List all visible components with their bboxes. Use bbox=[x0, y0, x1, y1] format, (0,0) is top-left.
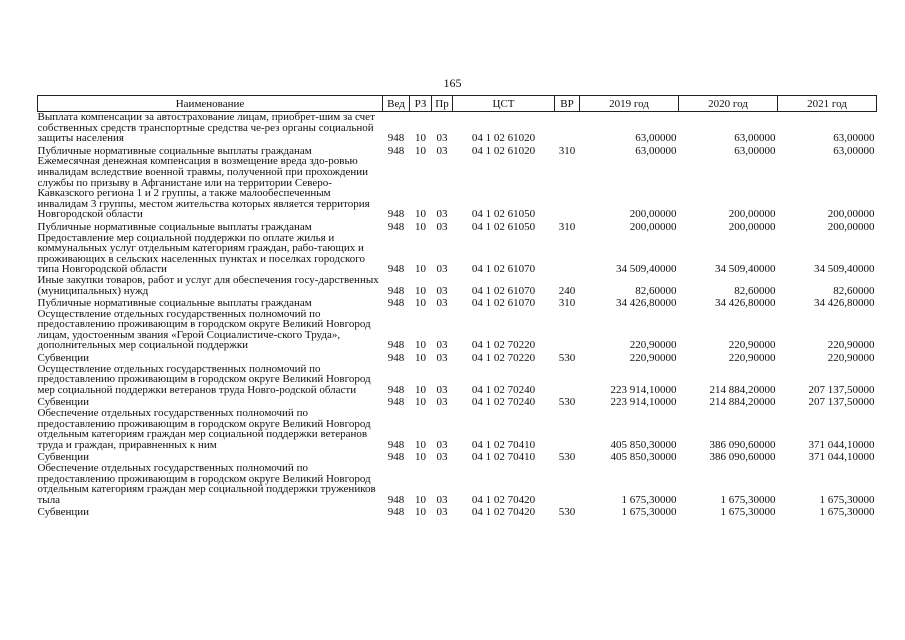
row-amount-2020: 214 884,20000 bbox=[709, 396, 776, 409]
row-name: Публичные нормативные социальные выплаты гражданам bbox=[37, 297, 312, 310]
row-amount-2019: 223 914,10000 bbox=[610, 396, 677, 409]
row-ved: 948 bbox=[387, 451, 405, 464]
row-name: Публичные нормативные социальные выплаты гражданам bbox=[37, 220, 312, 233]
row-rz: 10 bbox=[415, 493, 426, 506]
header-vr: ВР bbox=[555, 96, 580, 112]
table-row bbox=[38, 296, 877, 309]
row-rz: 10 bbox=[415, 451, 426, 464]
row-cst: 04 1 02 61070 bbox=[471, 263, 536, 276]
row-amount-2020: 200,00000 bbox=[728, 208, 776, 221]
row-amount-2020: 82,60000 bbox=[734, 284, 776, 297]
row-amount-2021: 82,60000 bbox=[833, 284, 875, 297]
row-amount-2019: 63,00000 bbox=[635, 144, 677, 157]
row-pr: 03 bbox=[436, 493, 448, 506]
row-pr: 03 bbox=[436, 339, 448, 352]
row-vr bbox=[555, 156, 580, 220]
row-cst: 04 1 02 61070 bbox=[471, 284, 536, 297]
header-2019: 2019 год bbox=[580, 96, 679, 112]
row-name: Осуществление отдельных государственных полномочий по предоставлению проживающим в городском округе Великий Новгород мер социальной поддержки ветеранов труда Новго-родской области bbox=[37, 362, 371, 396]
row-pr: 03 bbox=[436, 506, 448, 519]
row-name: Иные закупки товаров, работ и услуг для обеспечения госу-дарственных (муниципальных) нужд bbox=[37, 273, 379, 297]
row-vr bbox=[555, 463, 580, 505]
table-row bbox=[38, 275, 877, 296]
table-row bbox=[38, 505, 877, 518]
row-amount-2020: 386 090,60000 bbox=[709, 438, 776, 451]
row-rz: 10 bbox=[415, 263, 426, 276]
row-rz: 10 bbox=[415, 144, 426, 157]
row-cst: 04 1 02 61020 bbox=[471, 132, 536, 145]
row-vr: 310 bbox=[558, 220, 576, 233]
row-vr bbox=[555, 112, 580, 144]
header-ved: Вед bbox=[383, 96, 410, 112]
row-pr: 03 bbox=[436, 263, 448, 276]
row-amount-2020: 386 090,60000 bbox=[709, 451, 776, 464]
row-cst: 04 1 02 70410 bbox=[471, 438, 536, 451]
row-pr: 03 bbox=[436, 144, 448, 157]
row-amount-2019: 220,90000 bbox=[629, 352, 677, 365]
row-rz: 10 bbox=[415, 284, 426, 297]
row-cst: 04 1 02 70240 bbox=[471, 383, 536, 396]
row-name: Субвенции bbox=[37, 451, 90, 464]
row-vr bbox=[555, 364, 580, 396]
row-ved: 948 bbox=[387, 396, 405, 409]
row-amount-2021: 63,00000 bbox=[833, 132, 875, 145]
row-amount-2021: 200,00000 bbox=[827, 220, 875, 233]
row-vr: 530 bbox=[558, 506, 576, 519]
row-amount-2020: 63,00000 bbox=[734, 132, 776, 145]
table-row bbox=[38, 364, 877, 396]
row-ved: 948 bbox=[387, 132, 405, 145]
row-amount-2019: 405 850,30000 bbox=[610, 451, 677, 464]
row-ved: 948 bbox=[387, 383, 405, 396]
row-cst: 04 1 02 70220 bbox=[471, 339, 536, 352]
row-amount-2021: 220,90000 bbox=[827, 352, 875, 365]
header-pr: Пр bbox=[432, 96, 453, 112]
row-amount-2021: 371 044,10000 bbox=[808, 438, 875, 451]
row-vr: 240 bbox=[558, 284, 576, 297]
row-ved: 948 bbox=[387, 297, 405, 310]
header-row bbox=[38, 96, 877, 112]
table-row bbox=[38, 156, 877, 220]
row-pr: 03 bbox=[436, 297, 448, 310]
row-vr: 530 bbox=[558, 396, 576, 409]
row-ved: 948 bbox=[387, 263, 405, 276]
row-name: Субвенции bbox=[37, 396, 90, 409]
row-amount-2021: 207 137,50000 bbox=[808, 396, 875, 409]
table-row bbox=[38, 309, 877, 351]
row-pr: 03 bbox=[436, 451, 448, 464]
row-name: Предоставление мер социальной поддержки по оплате жилья и коммунальных услуг отдельным категориям граждан, рабо-тающих и проживающих в сельских населенных пунктах и поселках городского типа Новгородской области bbox=[37, 231, 365, 276]
table-header bbox=[38, 96, 877, 112]
row-cst: 04 1 02 70240 bbox=[471, 396, 536, 409]
row-pr: 03 bbox=[436, 383, 448, 396]
row-name: Выплата компенсации за автострахование лицам, приобрет-шим за счет собственных средств транспортные средства че-рез органы социальной защиты населения bbox=[37, 111, 375, 145]
row-cst: 04 1 02 61050 bbox=[471, 208, 536, 221]
row-rz: 10 bbox=[415, 208, 426, 221]
table-row bbox=[38, 408, 877, 450]
row-vr bbox=[555, 408, 580, 450]
row-amount-2020: 34 426,80000 bbox=[715, 297, 776, 310]
row-pr: 03 bbox=[436, 438, 448, 451]
row-cst: 04 1 02 70410 bbox=[471, 451, 536, 464]
row-name: Осуществление отдельных государственных полномочий по предоставлению проживающим в городском округе Великий Новгород лицам, удостоенным звания «Герой Социалистиче-ского Труда», дополнительных мер социальной поддержки bbox=[37, 307, 371, 352]
row-rz: 10 bbox=[415, 339, 426, 352]
row-name: Субвенции bbox=[37, 506, 90, 519]
table-row bbox=[38, 220, 877, 233]
row-name: Обеспечение отдельных государственных полномочий по предоставлению проживающим в городском округе Великий Новгород отдельным категориям граждан мер социальной поддержки тружеников тыла bbox=[37, 462, 376, 506]
row-amount-2021: 34 509,40000 bbox=[814, 263, 875, 276]
row-amount-2019: 200,00000 bbox=[629, 220, 677, 233]
row-vr bbox=[555, 309, 580, 351]
row-rz: 10 bbox=[415, 352, 426, 365]
table-row bbox=[38, 351, 877, 364]
row-vr: 310 bbox=[558, 144, 576, 157]
row-rz: 10 bbox=[415, 383, 426, 396]
row-cst: 04 1 02 70420 bbox=[471, 493, 536, 506]
row-amount-2019: 200,00000 bbox=[629, 208, 677, 221]
row-amount-2021: 63,00000 bbox=[833, 144, 875, 157]
header-name: Наименование bbox=[38, 96, 383, 112]
row-amount-2020: 63,00000 bbox=[734, 144, 776, 157]
row-amount-2021: 200,00000 bbox=[827, 208, 875, 221]
row-ved: 948 bbox=[387, 506, 405, 519]
header-cst: ЦСТ bbox=[453, 96, 555, 112]
row-amount-2021: 220,90000 bbox=[827, 339, 875, 352]
row-amount-2019: 1 675,30000 bbox=[621, 493, 677, 506]
row-ved: 948 bbox=[387, 220, 405, 233]
row-amount-2019: 82,60000 bbox=[635, 284, 677, 297]
row-amount-2019: 63,00000 bbox=[635, 132, 677, 145]
row-pr: 03 bbox=[436, 220, 448, 233]
row-cst: 04 1 02 61070 bbox=[471, 297, 536, 310]
row-amount-2019: 34 426,80000 bbox=[616, 297, 677, 310]
row-amount-2019: 405 850,30000 bbox=[610, 438, 677, 451]
row-amount-2020: 214 884,20000 bbox=[709, 383, 776, 396]
row-name: Ежемесячная денежная компенсация в возмещение вреда здо-ровью инвалидам вследствие военной травмы, полученной при прохождении службы по призыву в Афганистане или на территории Северо-Кавказского региона 1 и 2 группы, а также малообеспеченным инвалидам 3 группы, местом жительства которых является территория Новгородской области bbox=[37, 155, 370, 221]
table-row bbox=[38, 463, 877, 505]
row-pr: 03 bbox=[436, 396, 448, 409]
row-amount-2019: 34 509,40000 bbox=[616, 263, 677, 276]
row-cst: 04 1 02 61050 bbox=[471, 220, 536, 233]
row-amount-2020: 200,00000 bbox=[728, 220, 776, 233]
row-rz: 10 bbox=[415, 506, 426, 519]
row-amount-2020: 1 675,30000 bbox=[720, 493, 776, 506]
row-amount-2020: 220,90000 bbox=[728, 352, 776, 365]
page-number: 165 bbox=[443, 76, 462, 90]
row-vr: 530 bbox=[558, 451, 576, 464]
header-2020: 2020 год bbox=[679, 96, 778, 112]
row-ved: 948 bbox=[387, 284, 405, 297]
row-amount-2020: 220,90000 bbox=[728, 339, 776, 352]
row-pr: 03 bbox=[436, 284, 448, 297]
row-amount-2019: 220,90000 bbox=[629, 339, 677, 352]
row-cst: 04 1 02 70420 bbox=[471, 506, 536, 519]
row-rz: 10 bbox=[415, 132, 426, 145]
table-row bbox=[38, 112, 877, 144]
row-rz: 10 bbox=[415, 220, 426, 233]
row-ved: 948 bbox=[387, 208, 405, 221]
row-pr: 03 bbox=[436, 352, 448, 365]
budget-table bbox=[37, 95, 877, 518]
row-ved: 948 bbox=[387, 493, 405, 506]
row-amount-2021: 34 426,80000 bbox=[814, 297, 875, 310]
table-body bbox=[38, 112, 877, 518]
row-name: Субвенции bbox=[37, 352, 90, 365]
row-ved: 948 bbox=[387, 339, 405, 352]
header-2021: 2021 год bbox=[778, 96, 877, 112]
row-rz: 10 bbox=[415, 297, 426, 310]
row-amount-2021: 1 675,30000 bbox=[819, 506, 875, 519]
row-ved: 948 bbox=[387, 352, 405, 365]
row-rz: 10 bbox=[415, 438, 426, 451]
row-amount-2021: 1 675,30000 bbox=[819, 493, 875, 506]
row-amount-2020: 34 509,40000 bbox=[715, 263, 776, 276]
row-rz: 10 bbox=[415, 396, 426, 409]
row-amount-2020: 1 675,30000 bbox=[720, 506, 776, 519]
row-vr bbox=[555, 233, 580, 275]
row-amount-2021: 207 137,50000 bbox=[808, 383, 875, 396]
row-name: Обеспечение отдельных государственных полномочий по предоставлению проживающим в городском округе Великий Новгород отдельным категориям граждан мер социальной поддержки ветеранов труда и граждан, приравненных к ним bbox=[37, 407, 371, 451]
row-amount-2021: 371 044,10000 bbox=[808, 451, 875, 464]
row-vr: 310 bbox=[558, 297, 576, 310]
row-pr: 03 bbox=[436, 208, 448, 221]
row-amount-2019: 223 914,10000 bbox=[610, 383, 677, 396]
row-ved: 948 bbox=[387, 144, 405, 157]
row-vr: 530 bbox=[558, 352, 576, 365]
row-amount-2019: 1 675,30000 bbox=[621, 506, 677, 519]
row-ved: 948 bbox=[387, 438, 405, 451]
row-pr: 03 bbox=[436, 132, 448, 145]
header-rz: РЗ bbox=[410, 96, 432, 112]
table-row bbox=[38, 233, 877, 275]
row-cst: 04 1 02 70220 bbox=[471, 352, 536, 365]
row-cst: 04 1 02 61020 bbox=[471, 144, 536, 157]
row-name: Публичные нормативные социальные выплаты гражданам bbox=[37, 144, 312, 157]
